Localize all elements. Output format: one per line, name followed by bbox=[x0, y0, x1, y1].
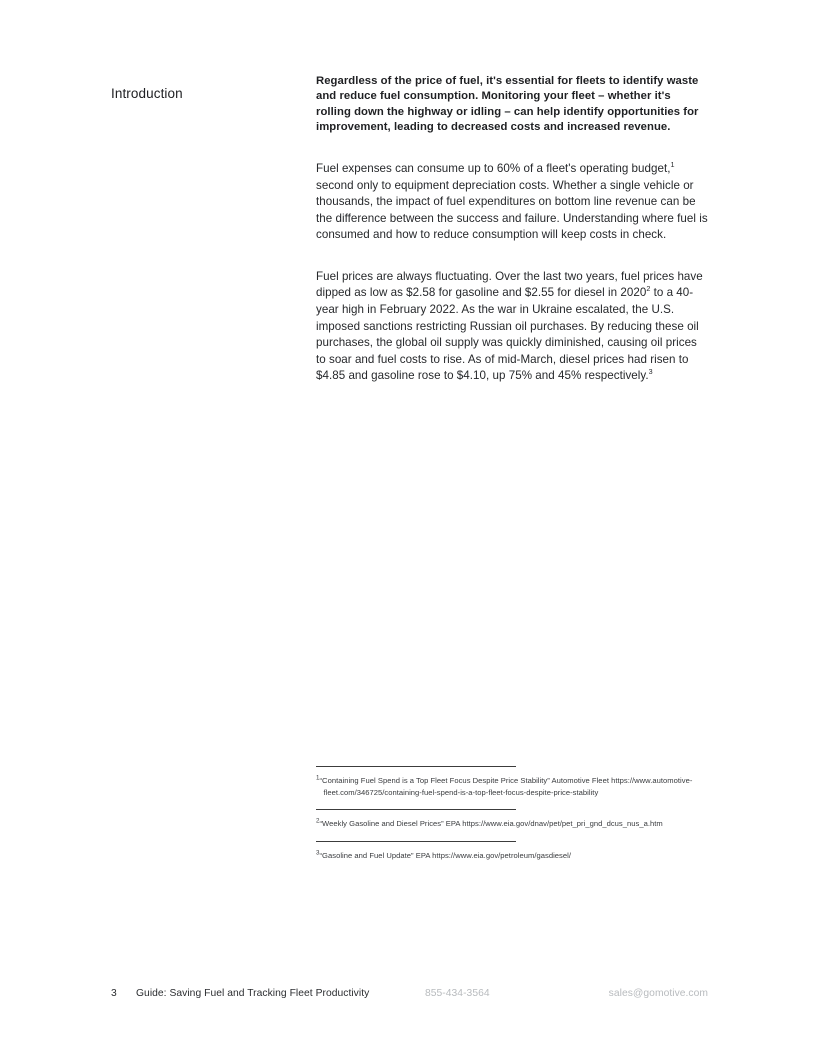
footnote-ref-3[interactable]: 3 bbox=[648, 367, 653, 377]
footnote-divider bbox=[316, 841, 516, 842]
paragraph-fuel-expenses bbox=[316, 161, 708, 244]
footnote-item bbox=[316, 809, 708, 830]
section-heading-introduction: Introduction bbox=[111, 86, 183, 102]
footnote-body: “Weekly Gasoline and Diesel Prices” EPA https://www.eia.gov/dnav/pet/pet_pri_gnd_dcus_nus_a.htm bbox=[319, 819, 663, 829]
page-footer bbox=[111, 987, 711, 1003]
footnote-item bbox=[316, 766, 708, 798]
footnote-divider bbox=[316, 766, 516, 767]
footer-phone-number[interactable]: 855-434-3564 bbox=[425, 988, 490, 999]
footer-page-number: 3 bbox=[111, 988, 117, 999]
footnote-ref-2[interactable]: 2 bbox=[646, 284, 651, 294]
lead-paragraph: Regardless of the price of fuel, it's essential for fleets to identify waste and reduce fuel consumption. Monitoring your fleet – whether it's rolling down the highway or idling – can help identify opportunities for improvement, leading to decreased costs and increased revenue. bbox=[316, 75, 699, 133]
footnote-item bbox=[316, 841, 708, 862]
footnote-marker: 1 bbox=[316, 774, 320, 782]
footnote-divider bbox=[316, 809, 516, 810]
footer-email-address[interactable]: sales@gomotive.com bbox=[608, 988, 708, 999]
footnote-text bbox=[316, 818, 708, 830]
footnote-marker: 2 bbox=[316, 817, 320, 825]
paragraph-fuel-prices bbox=[316, 269, 708, 385]
paragraph-2-text-part-2: second only to equipment depreciation costs. Whether a single vehicle or thousands, the impact of fuel expenditures on bottom line revenue can be the difference between the success and failure. Understanding where fuel is consumed and how to reduce consumption will keep costs in check. bbox=[316, 178, 708, 242]
footnote-ref-1[interactable]: 1 bbox=[670, 160, 675, 170]
paragraph-3-text-part-1: Fuel prices are always fluctuating. Over the last two years, fuel prices have dipped as low as $2.58 for gasoline and $2.55 for diesel in 2020 bbox=[316, 269, 703, 300]
footnote-text bbox=[316, 775, 708, 798]
paragraph-3-text-part-2: to a 40-year high in February 2022. As the war in Ukraine escalated, the U.S. imposed sanctions restricting Russian oil purchases. By reducing these oil purchases, the global oil supply was quickly diminished, causing oil prices to soar and fuel costs to rise. As of mid-March, diesel prices had risen to $4.85 and gasoline rose to $4.10, up 75% and 45% respectively. bbox=[316, 286, 699, 383]
footer-document-title: Guide: Saving Fuel and Tracking Fleet Productivity bbox=[136, 988, 370, 999]
footnote-marker: 3 bbox=[316, 849, 320, 857]
paragraph-2-text-part-1: Fuel expenses can consume up to 60% of a fleet's operating budget, bbox=[316, 162, 671, 176]
footnote-body: “Gasoline and Fuel Update” EPA https://www.eia.gov/petroleum/gasdiesel/ bbox=[319, 850, 571, 860]
footnote-text bbox=[316, 850, 708, 862]
footnote-body: “Containing Fuel Spend is a Top Fleet Focus Despite Price Stability” Automotive Fleet https://www.automotive-fleet.com/346725/containing-fuel-spend-is-a-top-fleet-focus-despite-price-stability bbox=[319, 776, 693, 797]
body-column bbox=[316, 74, 708, 385]
footnotes-section bbox=[316, 766, 708, 861]
